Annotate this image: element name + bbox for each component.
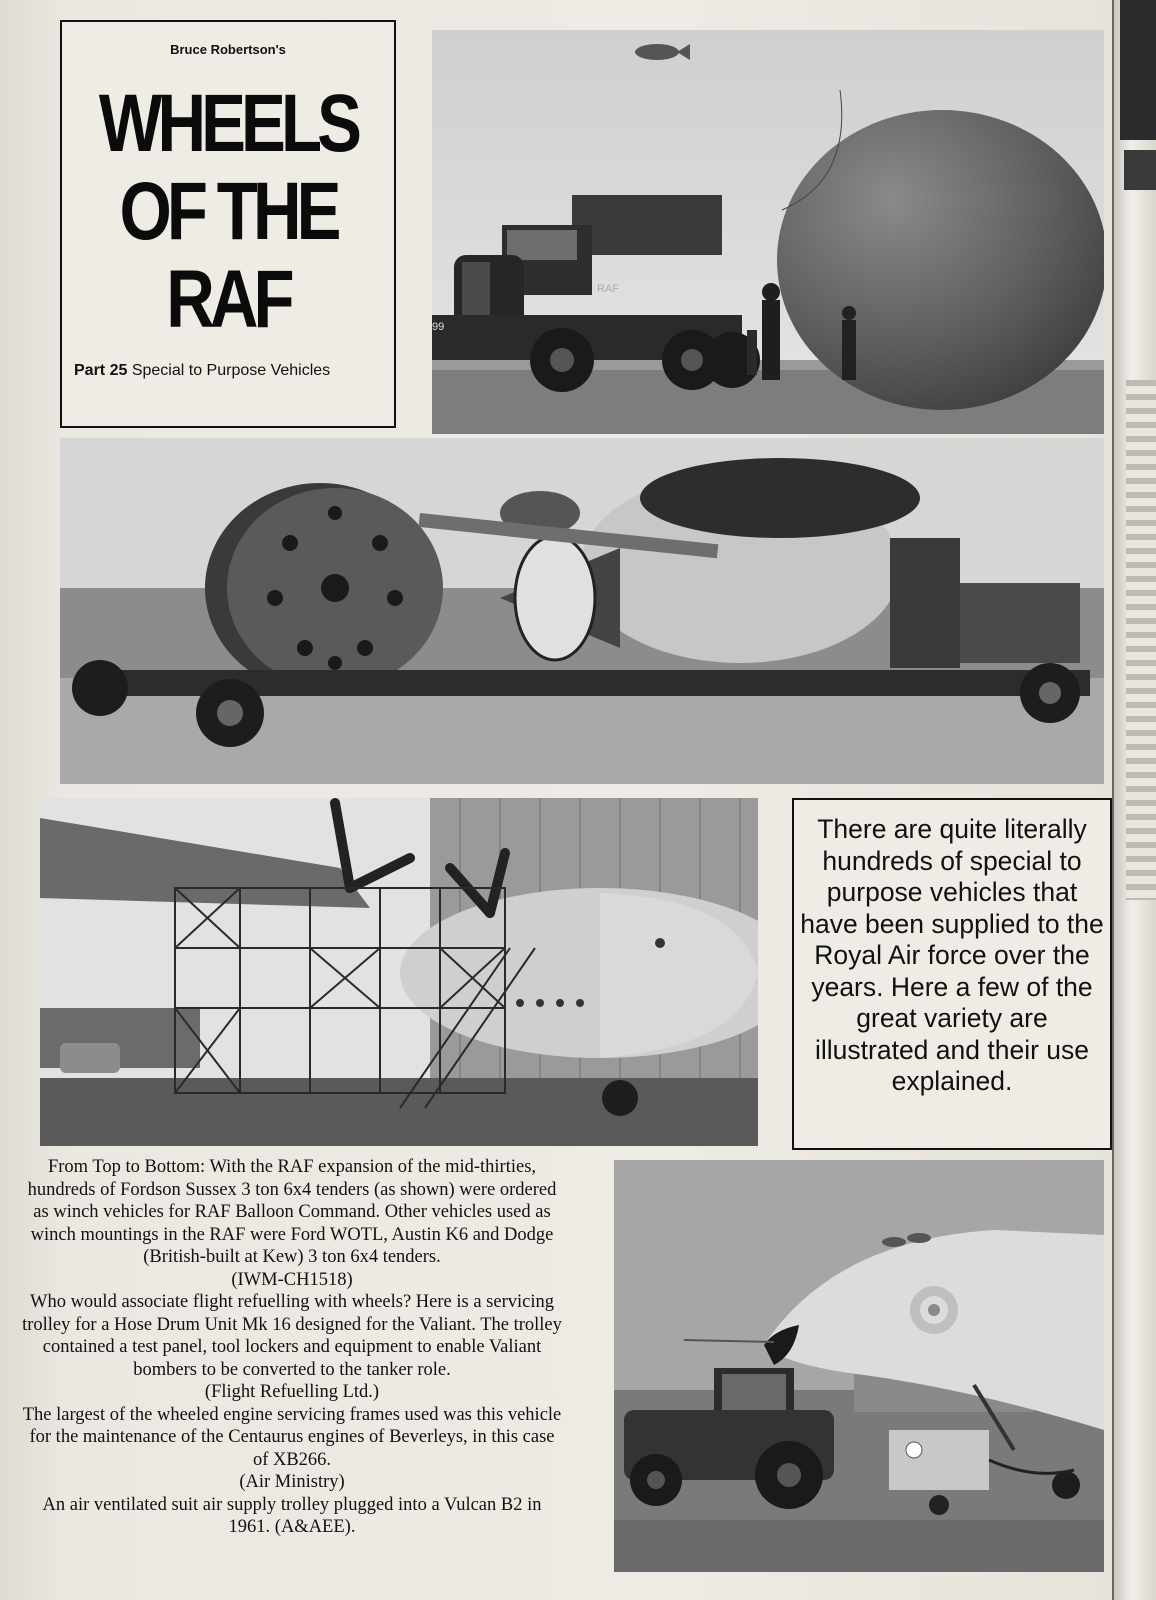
intro-text: There are quite literally hundreds of special to purpose vehicles that have been supplied to the Royal Air force over the years. Here a few of the great variety are illustrated and their use explained. <box>800 814 1104 1096</box>
truck-marking-number: 99 <box>432 321 445 333</box>
caption-balloon-truck: From Top to Bottom: With the RAF expansion of the mid-thirties, hundreds of Fordson Sussex 3 ton 6x4 tenders (as shown) were ordered as winch vehicles for RAF Balloon Command. Other vehicles used as winch mountings in the RAF were Ford WOTL, Austin K6 and Dodge (British-built at Kew) 3 ton 6x4 tenders. <box>27 1157 557 1267</box>
photo-balloon-truck <box>432 30 1104 434</box>
intro-box <box>792 798 1112 1150</box>
caption-engine-frame: The largest of the wheeled engine servicing frames used was this vehicle for the maintenance of the Centaurus engines of Beverleys, in this case of XB266. <box>22 1404 562 1470</box>
photo-engine-frame <box>40 798 758 1146</box>
adjacent-page-edge <box>1112 0 1156 1600</box>
part-number: Part 25 <box>74 362 128 379</box>
part-label <box>74 362 394 380</box>
credit-engine-frame: (Air Ministry) <box>239 1472 345 1492</box>
caption-refuelling-trolley: Who would associate flight refuelling with wheels? Here is a servicing trolley for a Hose Drum Unit Mk 16 designed for the Valiant. The trolley contained a test panel, tool lockers and equipment to enable Valiant bombers to be converted to the tanker role. <box>22 1292 562 1380</box>
credit-balloon-truck: (IWM-CH1518) <box>231 1269 353 1290</box>
photo-refuelling-trolley <box>60 438 1104 784</box>
credit-refuelling-trolley: (Flight Refuelling Ltd.) <box>204 1382 380 1402</box>
caption-vulcan-trolley: An air ventilated suit air supply trolley plugged into a Vulcan B2 in 1961. (A&AEE). <box>42 1494 542 1537</box>
photo-vulcan-trolley <box>614 1160 1104 1572</box>
title-line-3: RAF <box>166 254 290 345</box>
title-box <box>60 20 396 428</box>
article-title <box>92 80 364 344</box>
title-line-2: OF THE <box>119 166 337 257</box>
title-line-1: WHEELS <box>98 78 358 169</box>
part-subtitle: Special to Purpose Vehicles <box>131 362 331 379</box>
truck-marking-raf: RAF <box>597 283 619 295</box>
caption-block <box>22 1156 562 1539</box>
byline: Bruce Robertson's <box>170 42 286 57</box>
